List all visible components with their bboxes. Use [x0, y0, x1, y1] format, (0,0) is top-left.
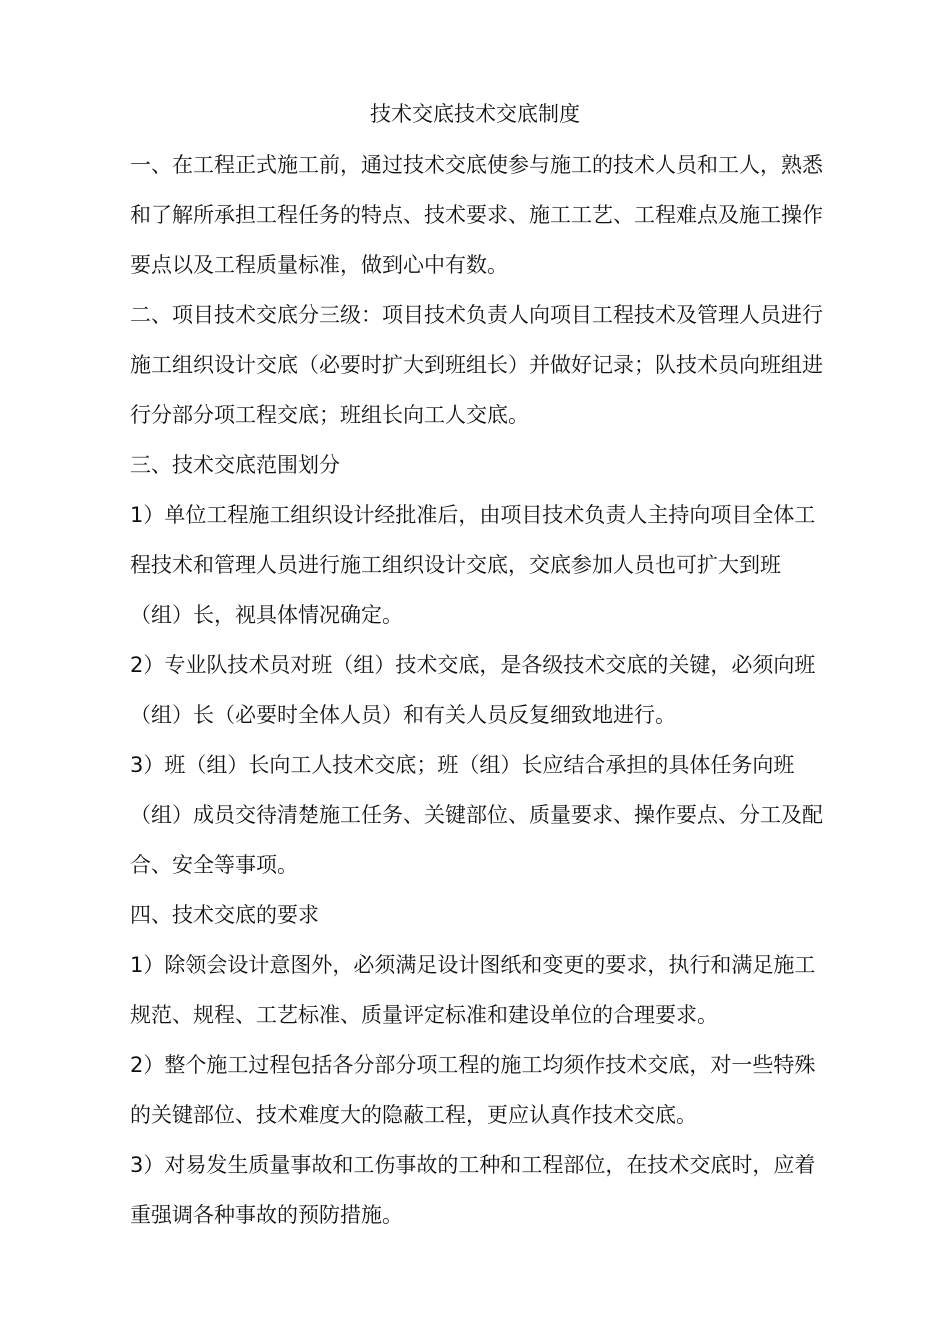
text-line: 3）对易发生质量事故和工伤事故的工种和工程部位，在技术交底时，应着 — [130, 1153, 816, 1177]
text-line: 2）专业队技术员对班（组）技术交底，是各级技术交底的关键，必须向班 — [130, 653, 816, 677]
text-line: 一、在工程正式施工前，通过技术交底使参与施工的技术人员和工人，熟悉 — [130, 153, 823, 177]
section-heading: 四、技术交底的要求 — [130, 903, 319, 927]
text-line: （组）成员交待清楚施工任务、关键部位、质量要求、操作要点、分工及配 — [130, 803, 823, 827]
text-line: 规范、规程、工艺标准、质量评定标准和建设单位的合理要求。 — [130, 1003, 718, 1027]
text-line: 合、安全等事项。 — [130, 853, 298, 877]
text-line: 行分部分项工程交底；班组长向工人交底。 — [130, 403, 529, 427]
text-line: 和了解所承担工程任务的特点、技术要求、施工工艺、工程难点及施工操作 — [130, 203, 823, 227]
text-line: 1）除领会设计意图外，必须满足设计图纸和变更的要求，执行和满足施工 — [130, 953, 816, 977]
text-line: 施工组织设计交底（必要时扩大到班组长）并做好记录；队技术员向班组进 — [130, 353, 823, 377]
text-line: 的关键部位、技术难度大的隐蔽工程，更应认真作技术交底。 — [130, 1103, 697, 1127]
text-line: 二、项目技术交底分三级：项目技术负责人向项目工程技术及管理人员进行 — [130, 303, 823, 327]
text-line: 要点以及工程质量标准，做到心中有数。 — [130, 253, 508, 277]
text-line: （组）长，视具体情况确定。 — [130, 603, 403, 627]
text-line: 3）班（组）长向工人技术交底；班（组）长应结合承担的具体任务向班 — [130, 753, 795, 777]
text-line: （组）长（必要时全体人员）和有关人员反复细致地进行。 — [130, 703, 676, 727]
text-line: 1）单位工程施工组织设计经批准后，由项目技术负责人主持向项目全体工 — [130, 503, 816, 527]
text-line: 重强调各种事故的预防措施。 — [130, 1203, 403, 1227]
document-body — [130, 140, 875, 1240]
section-heading: 三、技术交底范围划分 — [130, 453, 340, 477]
text-line: 2）整个施工过程包括各分部分项工程的施工均须作技术交底，对一些特殊 — [130, 1053, 816, 1077]
text-line: 程技术和管理人员进行施工组织设计交底，交底参加人员也可扩大到班 — [130, 553, 781, 577]
document-title: 技术交底技术交底制度 — [370, 102, 580, 126]
